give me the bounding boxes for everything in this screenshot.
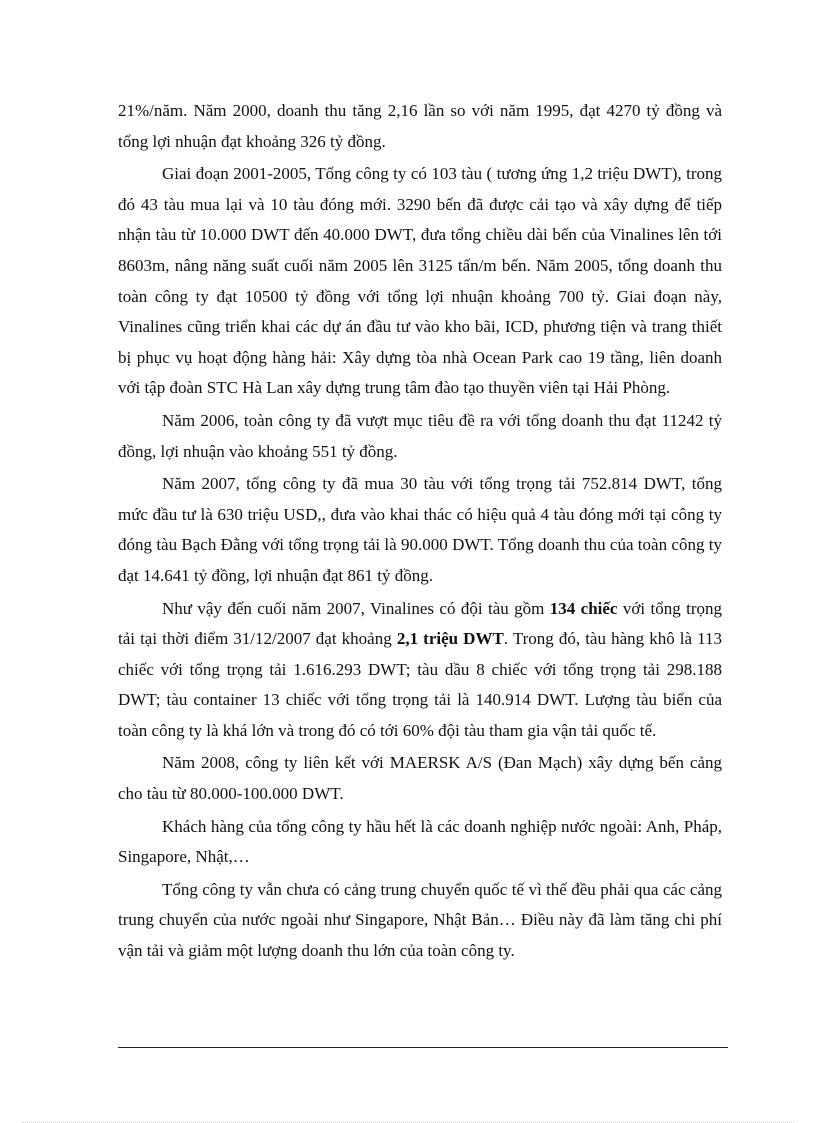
paragraph-period-2001-2005: Giai đoạn 2001-2005, Tổng công ty có 103 tàu ( tương ứng 1,2 triệu DWT), trong đó 43 tàu mua lại và 10 tàu đóng mới. 3290 bến đã được cải tạo và xây dựng để tiếp nhận tàu từ 10.000 DWT đến 40.000 DWT, đưa tổng chiều dài bến của Vinalines lên tới 8603m, nâng năng suất cuối năm 2005 lên 3125 tấn/m bến. Năm 2005, tổng doanh thu toàn công ty đạt 10500 tỷ đồng với tổng lợi nhuận khoảng 700 tỷ. Giai đoạn này, Vinalines cũng triển khai các dự án đầu tư vào kho bãi, ICD, phương tiện và trang thiết bị phục vụ hoạt động hàng hải: Xây dựng tòa nhà Ocean Park cao 19 tầng, liên doanh với tập đoàn STC Hà Lan xây dựng trung tâm đào tạo thuyền viên tại Hải Phòng. <box>118 164 722 398</box>
fleet-summary-text-e: . Trong đó, tàu hàng khô là 113 chiếc với tổng trọng tải 1.616.293 DWT; tàu dầu 8 chiếc với tổng trọng tải 298.188 DWT; tàu container 13 chiếc với tổng trọng tải là 140.914 DWT. Lượng tàu biển của toàn công ty là khá lớn và trong đó có tới 60% đội tàu tham gia vận tải quốc tế. <box>118 629 723 740</box>
paragraph-transshipment: Tổng công ty vẫn chưa có cảng trung chuyển quốc tế vì thế đều phải qua các cảng trung chuyển của nước ngoài như Singapore, Nhật Bản… Điều này đã làm tăng chi phí vận tải và giảm một lượng doanh thu lớn của toàn công ty. <box>118 879 722 961</box>
document-body <box>118 96 722 969</box>
paragraph-year-2008: Năm 2008, công ty liên kết với MAERSK A/S (Đan Mạch) xây dựng bến cảng cho tàu từ 80.000-100.000 DWT. <box>118 753 722 804</box>
paragraph-year-2007: Năm 2007, tổng công ty đã mua 30 tàu với tổng trọng tải 752.814 DWT, tổng mức đầu tư là 630 triệu USD,, đưa vào khai thác có hiệu quả 4 tàu đóng mới tại công ty đóng tàu Bạch Đằng với tổng trọng tải là 90.000 DWT. Tổng doanh thu của toàn công ty đạt 14.641 tỷ đồng, lợi nhuận đạt 861 tỷ đồng. <box>118 474 722 585</box>
fleet-summary-text-c: với tổng trọng tải tại thời điểm 31/12/2007 đạt khoảng <box>118 598 722 649</box>
paragraph-customers: Khách hàng của tổng công ty hầu hết là các doanh nghiệp nước ngoài: Anh, Pháp, Singapore, Nhật,… <box>118 816 722 867</box>
paragraph-fleet-summary <box>118 594 722 747</box>
fleet-total-dwt: 2,1 triệu DWT <box>396 629 504 649</box>
paragraph-year-2006: Năm 2006, toàn công ty đã vượt mục tiêu đề ra với tổng doanh thu đạt 11242 tỷ đồng, lợi nhuận vào khoảng 551 tỷ đồng. <box>118 410 722 461</box>
paragraph-revenue-2000: 21%/năm. Năm 2000, doanh thu tăng 2,16 lần so với năm 1995, đạt 4270 tỷ đồng và tổng lợi nhuận đạt khoảng 326 tỷ đồng. <box>118 101 722 151</box>
fleet-summary-text-a: Như vậy đến cuối năm 2007, Vinalines có đội tàu gồm <box>162 598 550 618</box>
footer-divider <box>118 1047 728 1048</box>
fleet-ship-count: 134 chiếc <box>549 598 618 618</box>
